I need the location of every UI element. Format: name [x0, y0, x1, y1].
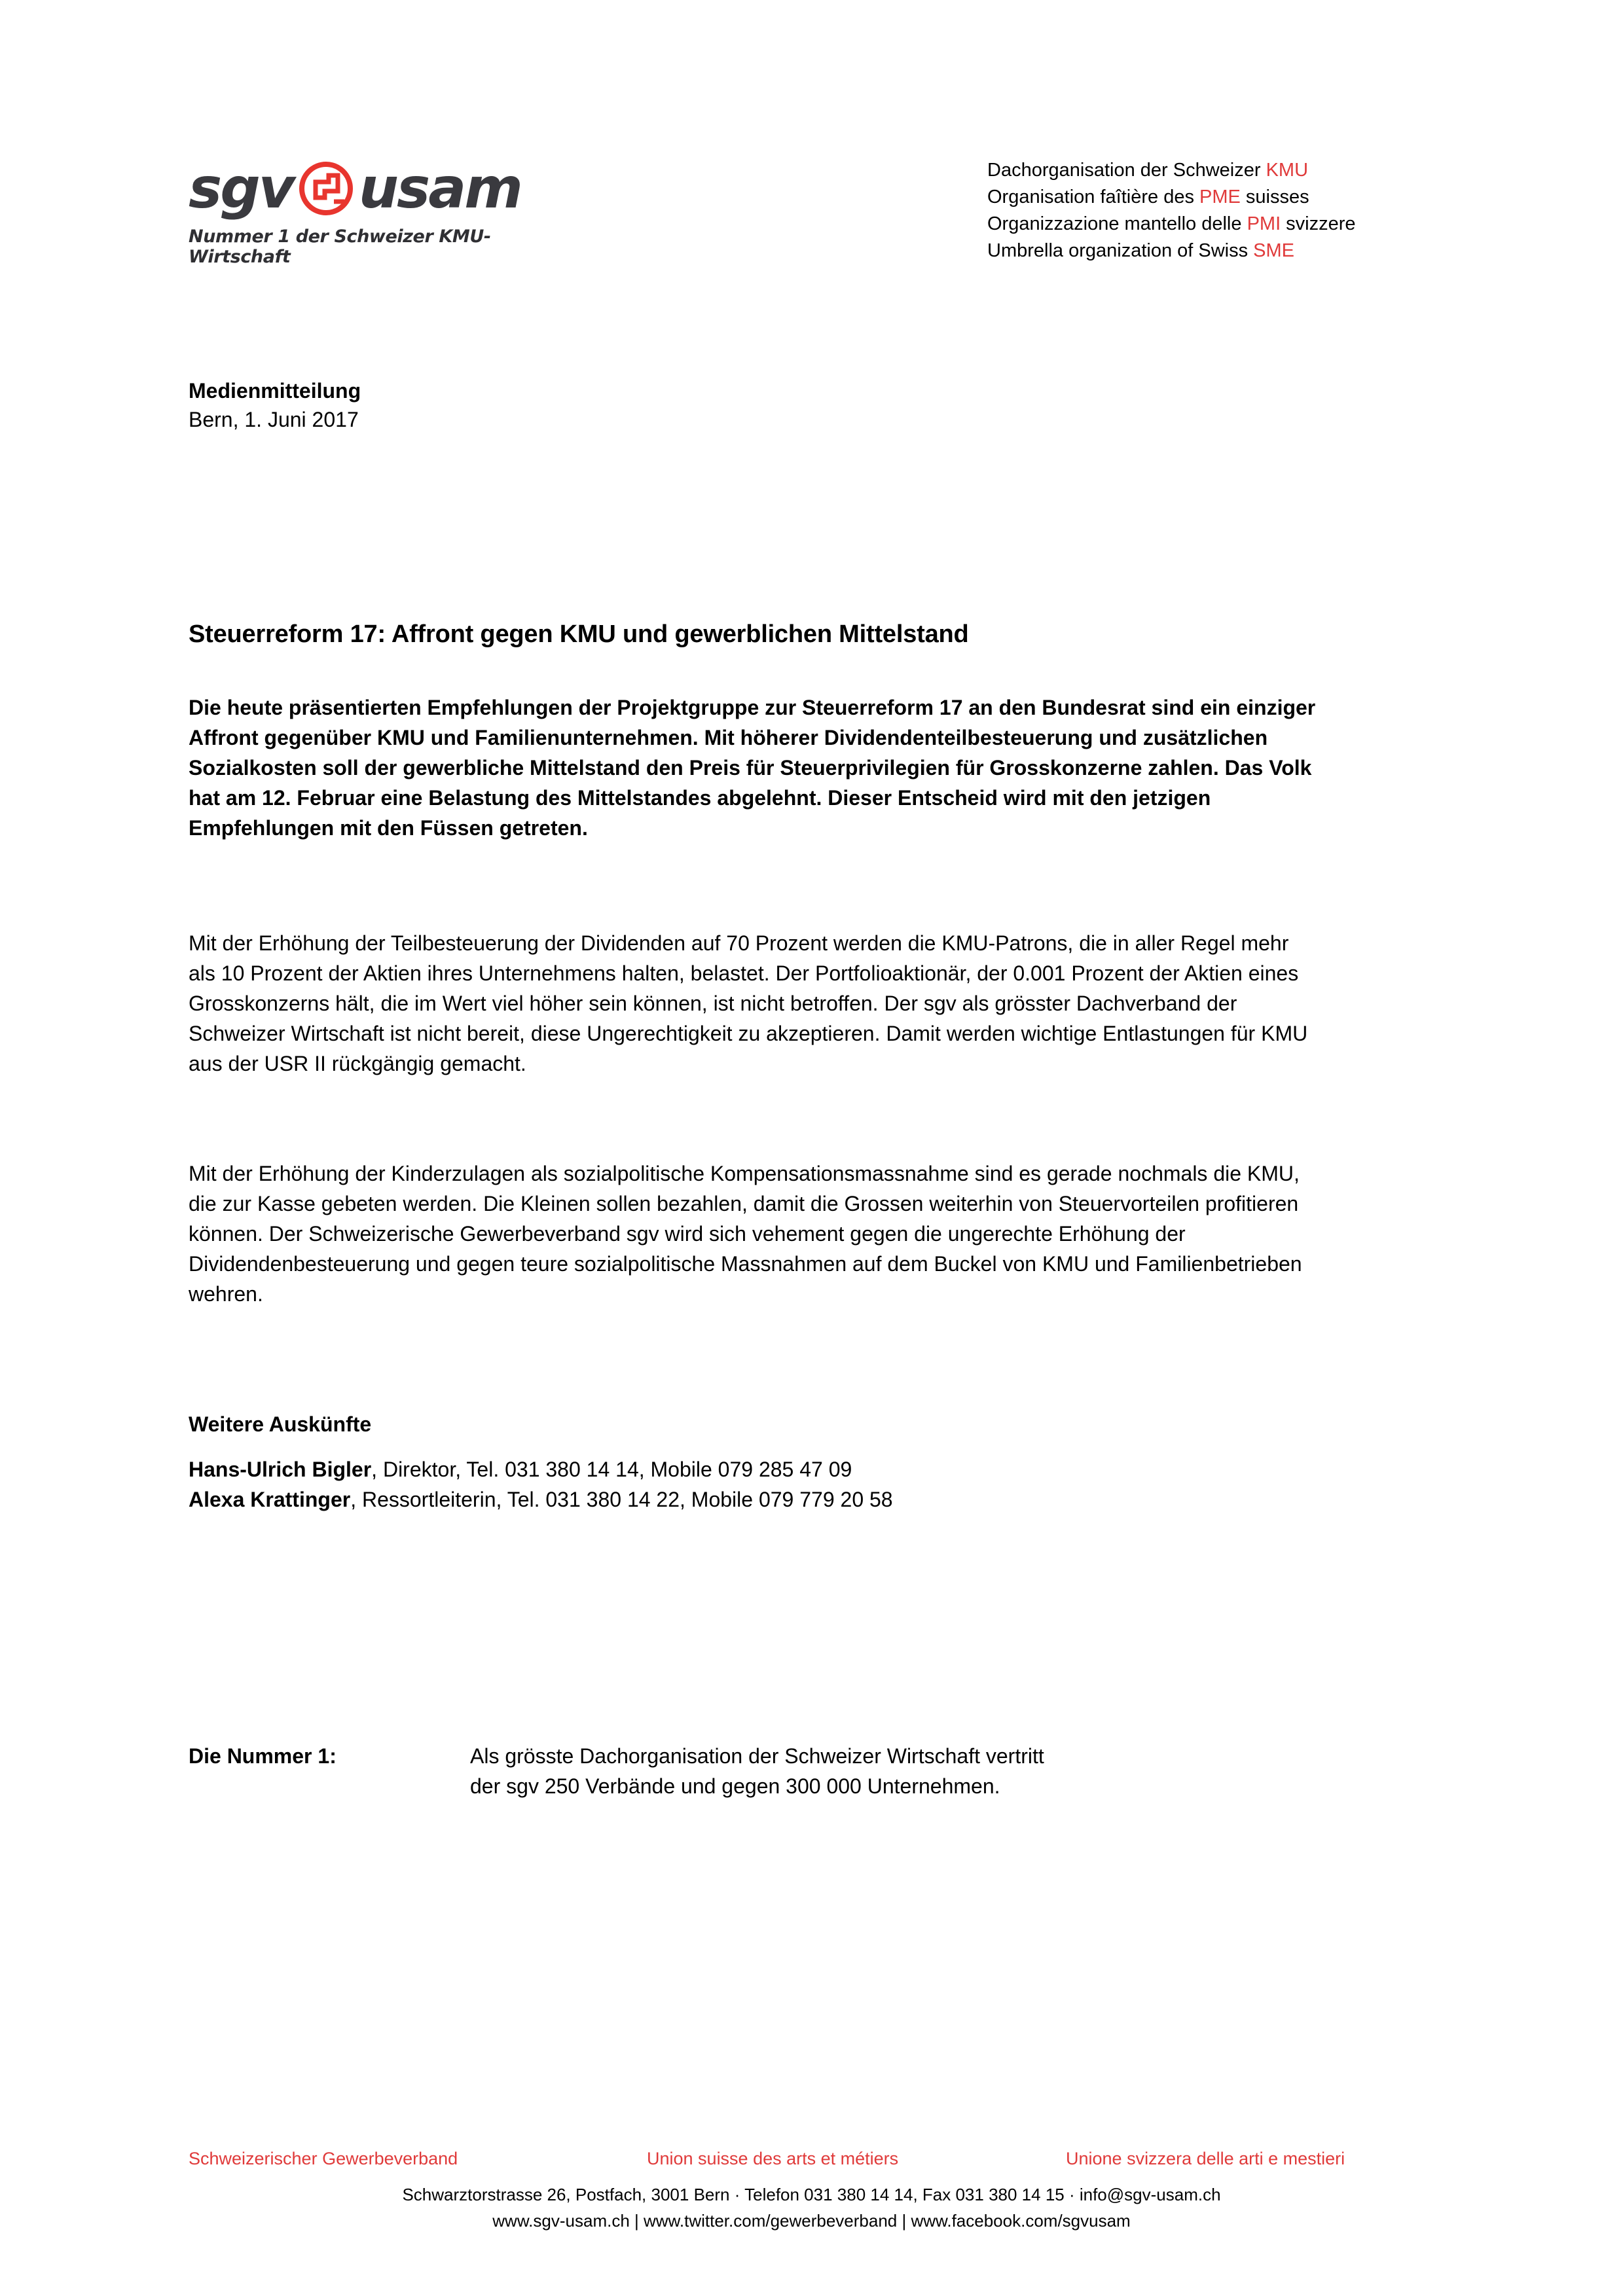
header-lang-en-highlight: SME	[1253, 240, 1295, 261]
footer-org-it: Unione svizzera delle arti e mestieri	[1066, 2149, 1345, 2168]
page-title: Steuerreform 17: Affront gegen KMU und gewerblichen Mittelstand	[189, 620, 969, 649]
nummer-eins-text	[470, 1741, 1318, 1801]
header-lang-de-prefix: Dachorganisation der Schweizer	[987, 160, 1266, 181]
page-header	[0, 151, 1623, 281]
header-lang-fr-highlight: PME	[1199, 187, 1241, 207]
header-language-line-en	[987, 238, 1356, 264]
body-paragraph-2: Mit der Erhöhung der Kinderzulagen als sozialpolitische Kompensationsmassnahme sind es gerade nochmals die KMU, die zur Kasse gebeten werden. Die Kleinen sollen bezahlen, damit die Grossen weiterhin von Steuervorteilen profitieren können. Der Schweizerische Gewerbeverband sgv wird sich vehement gegen die ungerechte Erhöhung der Dividendenbesteuerung und gegen teure sozialpolitische Massnahmen auf dem Buckel von KMU und Familienbetrieben wehren.	[189, 1162, 1302, 1306]
logo-wordmark	[189, 158, 555, 219]
contact-details: , Direktor, Tel. 031 380 14 14, Mobile 079 285 47 09	[371, 1458, 852, 1481]
body-paragraph-1: Mit der Erhöhung der Teilbesteuerung der Dividenden auf 70 Prozent werden die KMU-Patrons, die in aller Regel mehr als 10 Prozent der Aktien ihres Unternehmens halten, belastet. Der Portfolioaktionär, der 0.001 Prozent der Aktien eines Grosskonzerns hält, die im Wert viel höher sein können, ist nicht betroffen. Der sgv als grösster Dachverband der Schweizer Wirtschaft ist nicht bereit, diese Ungerechtigkeit zu akzeptieren. Damit werden wichtige Entlastungen für KMU aus der USR II rückgängig gemacht.	[189, 931, 1308, 1075]
footer-links-line: www.sgv-usam.ch | www.twitter.com/gewerbeverband | www.facebook.com/sgvusam	[492, 2211, 1131, 2231]
contacts-list	[189, 1454, 1318, 1515]
contacts-heading: Weitere Auskünfte	[189, 1412, 372, 1436]
header-lang-it-suffix: svizzere	[1281, 213, 1356, 234]
contact-name: Alexa Krattinger	[189, 1488, 351, 1511]
contact-details: , Ressortleiterin, Tel. 031 380 14 22, Mobile 079 779 20 58	[350, 1488, 893, 1511]
header-lang-fr-prefix: Organisation faîtière des	[987, 187, 1200, 207]
document-type-label: Medienmitteilung	[189, 379, 361, 403]
sgv-usam-logo	[189, 158, 555, 267]
logo-text-left: sgv	[189, 156, 293, 221]
header-language-line-fr	[987, 184, 1356, 211]
header-language-lines	[987, 157, 1356, 264]
page-footer	[0, 2060, 1623, 2296]
footer-org-de: Schweizerischer Gewerbeverband	[189, 2149, 458, 2168]
footer-organization-names	[189, 2149, 1439, 2169]
header-language-line-it	[987, 211, 1356, 238]
footer-address-line: Schwarztorstrasse 26, Postfach, 3001 Bern · Telefon 031 380 14 14, Fax 031 380 14 15 · info@sgv-usam.ch	[402, 2185, 1221, 2204]
logo-tagline: Nummer 1 der Schweizer KMU-Wirtschaft	[189, 226, 491, 267]
header-language-line-de	[987, 157, 1356, 184]
footer-contact-block	[0, 2181, 1623, 2234]
header-lang-de-highlight: KMU	[1266, 160, 1309, 181]
nummer-eins-block	[189, 1741, 1318, 1801]
nummer-eins-line-1: Als grösste Dachorganisation der Schweizer Wirtschaft vertritt	[470, 1744, 1044, 1768]
document-place-date: Bern, 1. Juni 2017	[189, 408, 359, 431]
header-lang-it-highlight: PMI	[1247, 213, 1281, 234]
swiss-cross-circle-logo-icon	[296, 158, 356, 219]
header-lang-it-prefix: Organizzazione mantello delle	[987, 213, 1247, 234]
document-kicker	[189, 376, 1328, 434]
contact-line	[189, 1484, 1318, 1515]
nummer-eins-label: Die Nummer 1:	[189, 1744, 337, 1768]
footer-org-fr: Union suisse des arts et métiers	[647, 2149, 899, 2168]
lead-paragraph: Die heute präsentierten Empfehlungen der Projektgruppe zur Steuerreform 17 an den Bundesrat sind ein einziger Affront gegenüber KMU und Familienunternehmen. Mit höherer Dividendenteilbesteuerung und zusätzlichen Sozialkosten soll der gewerbliche Mittelstand den Preis für Steuerprivilegien für Grosskonzerne zahlen. Das Volk hat am 12. Februar eine Belastung des Mittelstandes abgelehnt. Dieser Entscheid wird mit den jetzigen Empfehlungen mit den Füssen getreten.	[189, 696, 1316, 840]
nummer-eins-line-2: der sgv 250 Verbände und gegen 300 000 Unternehmen.	[470, 1774, 1000, 1798]
contact-name: Hans-Ulrich Bigler	[189, 1458, 372, 1481]
header-lang-fr-suffix: suisses	[1240, 187, 1309, 207]
header-lang-en-prefix: Umbrella organization of Swiss	[987, 240, 1254, 261]
logo-text-right: usam	[358, 156, 521, 221]
contact-line	[189, 1454, 1318, 1484]
